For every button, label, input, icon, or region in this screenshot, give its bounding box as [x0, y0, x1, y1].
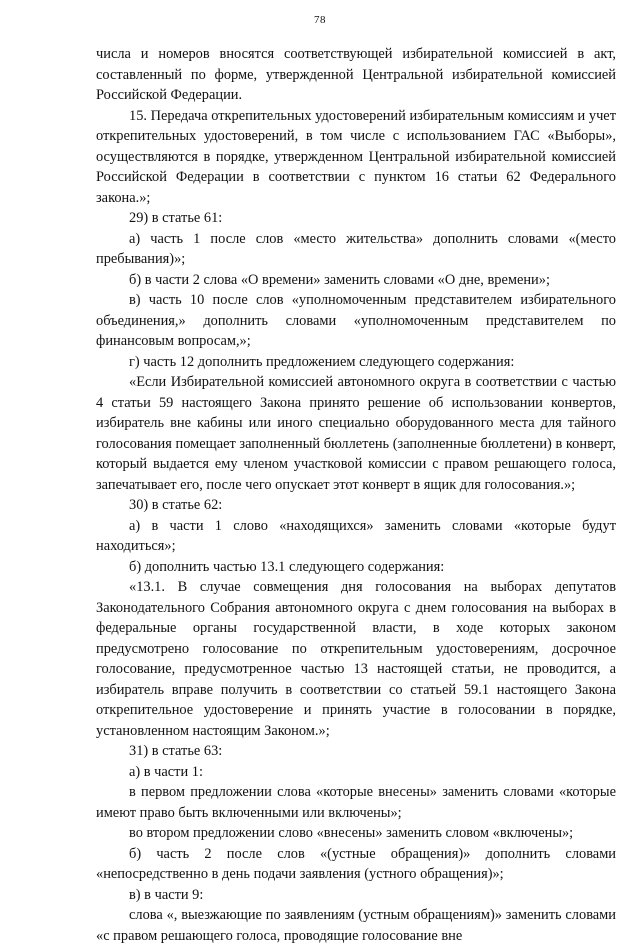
paragraph-article-62-heading: 30) в статье 62:	[129, 497, 223, 513]
paragraph-62-b: б) дополнить частью 13.1 следующего содержания:	[129, 558, 445, 575]
paragraph-article-61-heading: 29) в статье 61:	[129, 210, 223, 226]
document-body	[96, 44, 616, 946]
paragraph-61-g: г) часть 12 дополнить предложением следующего содержания:	[129, 353, 515, 370]
paragraph-61-b: б) в части 2 слова «О времени» заменить словами «О дне, времени»;	[129, 271, 550, 288]
paragraph-63-a: а) в части 1:	[129, 763, 203, 780]
page-number: 78	[314, 14, 326, 26]
paragraph-61-g-quote: «Если Избирательной комиссией автономного округа в соответствии с частью 4 статьи 59 настоящего Закона принято решение об использовании конвертов, избиратель вне кабины или иного специально оборудованного места для тайного голосования помещает заполненный бюллетень (заполненные бюллетени) в конверт, который выдается ему членом участковой комиссии с правом решающего голоса, запечатывает его, после чего опускает этот конверт в ящик для голосования.»;	[96, 374, 616, 493]
paragraph-continuation: числа и номеров вносятся соответствующей избирательной комиссией в акт, составленный по форме, утвержденной Центральной избирательной комиссией Российской Федерации.	[96, 46, 616, 103]
paragraph-63-v-words: слова «, выезжающие по заявлениям (устным обращениям)» заменить словами «с правом решающего голоса, проводящие голосование вне	[96, 907, 616, 944]
paragraph-62-a: а) в части 1 слово «находящихся» заменить словами «которые будут находиться»;	[96, 517, 616, 554]
paragraph-63-b: б) часть 2 после слов «(устные обращения)» дополнить словами «непосредственно в день подачи заявления (устного обращения)»;	[96, 845, 616, 882]
paragraph-62-b-quote: «13.1. В случае совмещения дня голосования на выборах депутатов Законодательного Собрания автономного округа с днем голосования на выборах в федеральные органы государственной власти, в ходе которых законом предусмотрено голосование по открепительным удостоверениям, досрочное голосование, предусмотренное частью 13 настоящей статьи, не проводится, а избиратель вправе получить в соответствии со статьей 59.1 настоящего Закона открепительное удостоверение и принять участие в голосовании в порядке, установленном настоящим Законом.»;	[96, 579, 616, 739]
paragraph-63-a-first: в первом предложении слова «которые внесены» заменить словами «которые имеют право быть включенными или включены»;	[96, 784, 616, 821]
paragraph-61-v: в) часть 10 после слов «уполномоченным представителем избирательного объединения,» дополнить словами «уполномоченным представителем по финансовым вопросам,»;	[96, 292, 616, 349]
paragraph-61-a: а) часть 1 после слов «место жительства» дополнить словами «(место пребывания)»;	[96, 230, 616, 267]
paragraph-article-63-heading: 31) в статье 63:	[129, 743, 223, 759]
paragraph-63-a-second: во втором предложении слово «внесены» заменить словом «включены»;	[129, 825, 574, 841]
paragraph-63-v: в) в части 9:	[129, 886, 204, 903]
paragraph-item-15: 15. Передача открепительных удостоверений избирательным комиссиям и учет открепительных удостоверений, в том числе с использованием ГАС «Выборы», осуществляются в порядке, утвержденном Центральной избирательной комиссией Российской Федерации в соответствии с пунктом 16 статьи 62 Федерального закона.»;	[96, 107, 616, 206]
